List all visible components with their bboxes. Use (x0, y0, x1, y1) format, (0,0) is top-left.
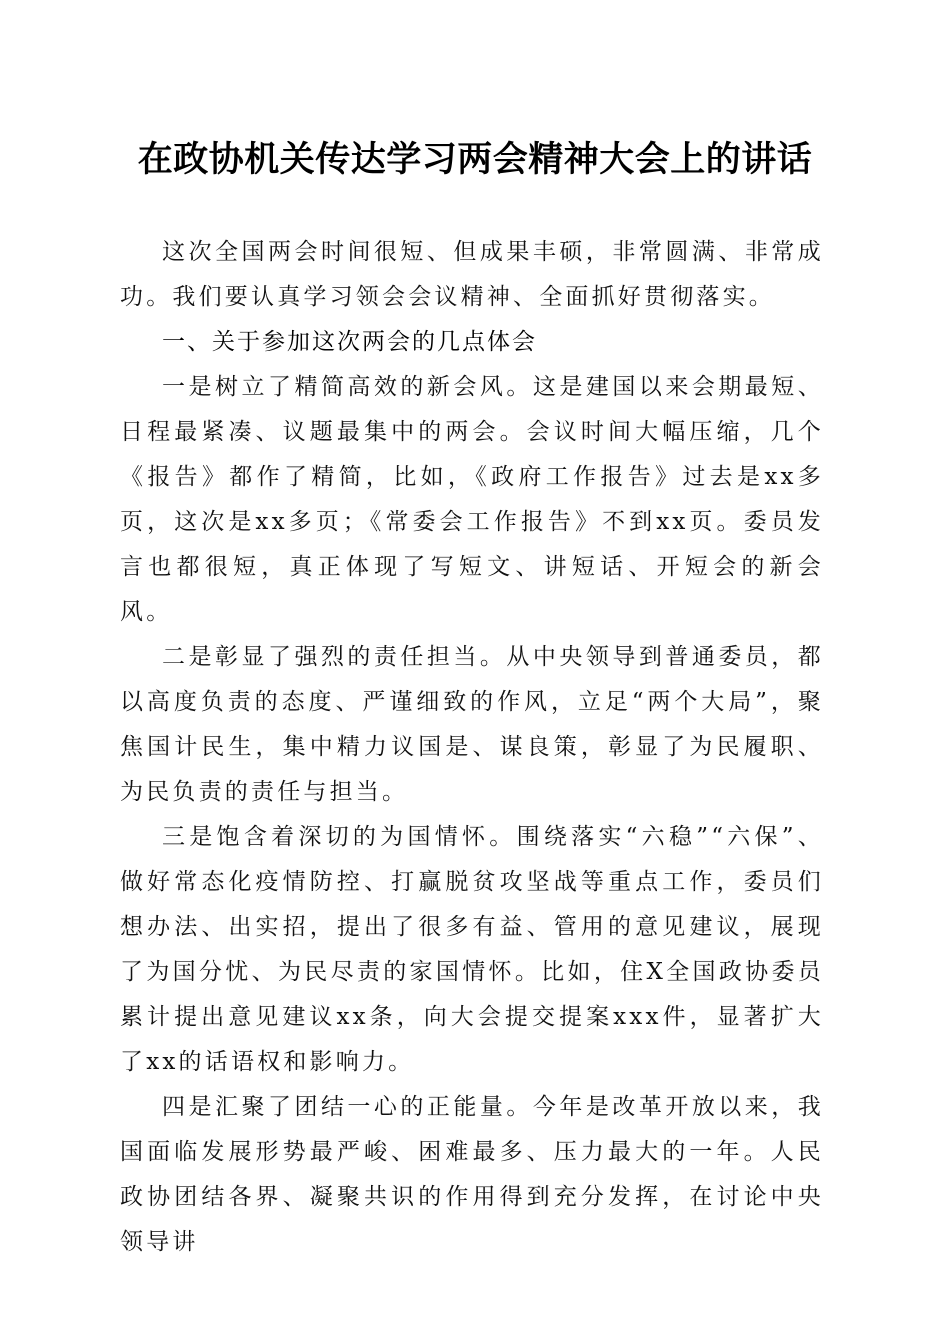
intro-paragraph: 这次全国两会时间很短、但成果丰硕，非常圆满、非常成功。我们要认真学习领会会议精神、全面抓好贯彻落实。 (120, 239, 824, 310)
point-lead-2: 二是彰显了强烈的责任担当。 (162, 644, 507, 670)
point-lead-3: 三是饱含着深切的为国情怀。 (162, 824, 517, 850)
section-heading: 一、关于参加这次两会的几点体会 (162, 329, 537, 355)
document-body (120, 230, 824, 1265)
point-paragraph-2 (120, 635, 824, 815)
point-text-3: 围绕落实“六稳”“六保”、做好常态化疫情防控、打赢脱贫攻坚战等重点工作，委员们想办法、出实招，提出了很多有益、管用的意见建议，展现了为国分忧、为民尽责的家国情怀。比如，住X全国政协委员累计提出意见建议xx条，向大会提交提案xxx件，显著扩大了xx的话语权和影响力。 (120, 824, 824, 1075)
point-paragraph-3 (120, 815, 824, 1085)
point-text-2: 从中央领导到普通委员，都以高度负责的态度、严谨细致的作风，立足“两个大局”，聚焦国计民生，集中精力议国是、谋良策，彰显了为民履职、为民负责的责任与担当。 (120, 644, 824, 805)
point-paragraph-1 (120, 365, 824, 635)
point-text-4: 今年是改革开放以来，我国面临发展形势最严峻、困难最多、压力最大的一年。人民政协团结各界、凝聚共识的作用得到充分发挥，在讨论中央领导讲 (120, 1094, 824, 1255)
point-lead-4: 四是汇聚了团结一心的正能量。 (162, 1094, 533, 1120)
document-title: 在政协机关传达学习两会精神大会上的讲话 (137, 139, 813, 180)
point-paragraph-4 (120, 1085, 824, 1265)
point-text-1: 这是建国以来会期最短、日程最紧凑、议题最集中的两会。会议时间大幅压缩，几个《报告》都作了精简，比如，《政府工作报告》过去是xx多页，这次是xx多页；《常委会工作报告》不到xx页。委员发言也都很短，真正体现了写短文、讲短话、开短会的新会风。 (120, 374, 824, 625)
point-lead-1: 一是树立了精简高效的新会风。 (162, 374, 533, 400)
